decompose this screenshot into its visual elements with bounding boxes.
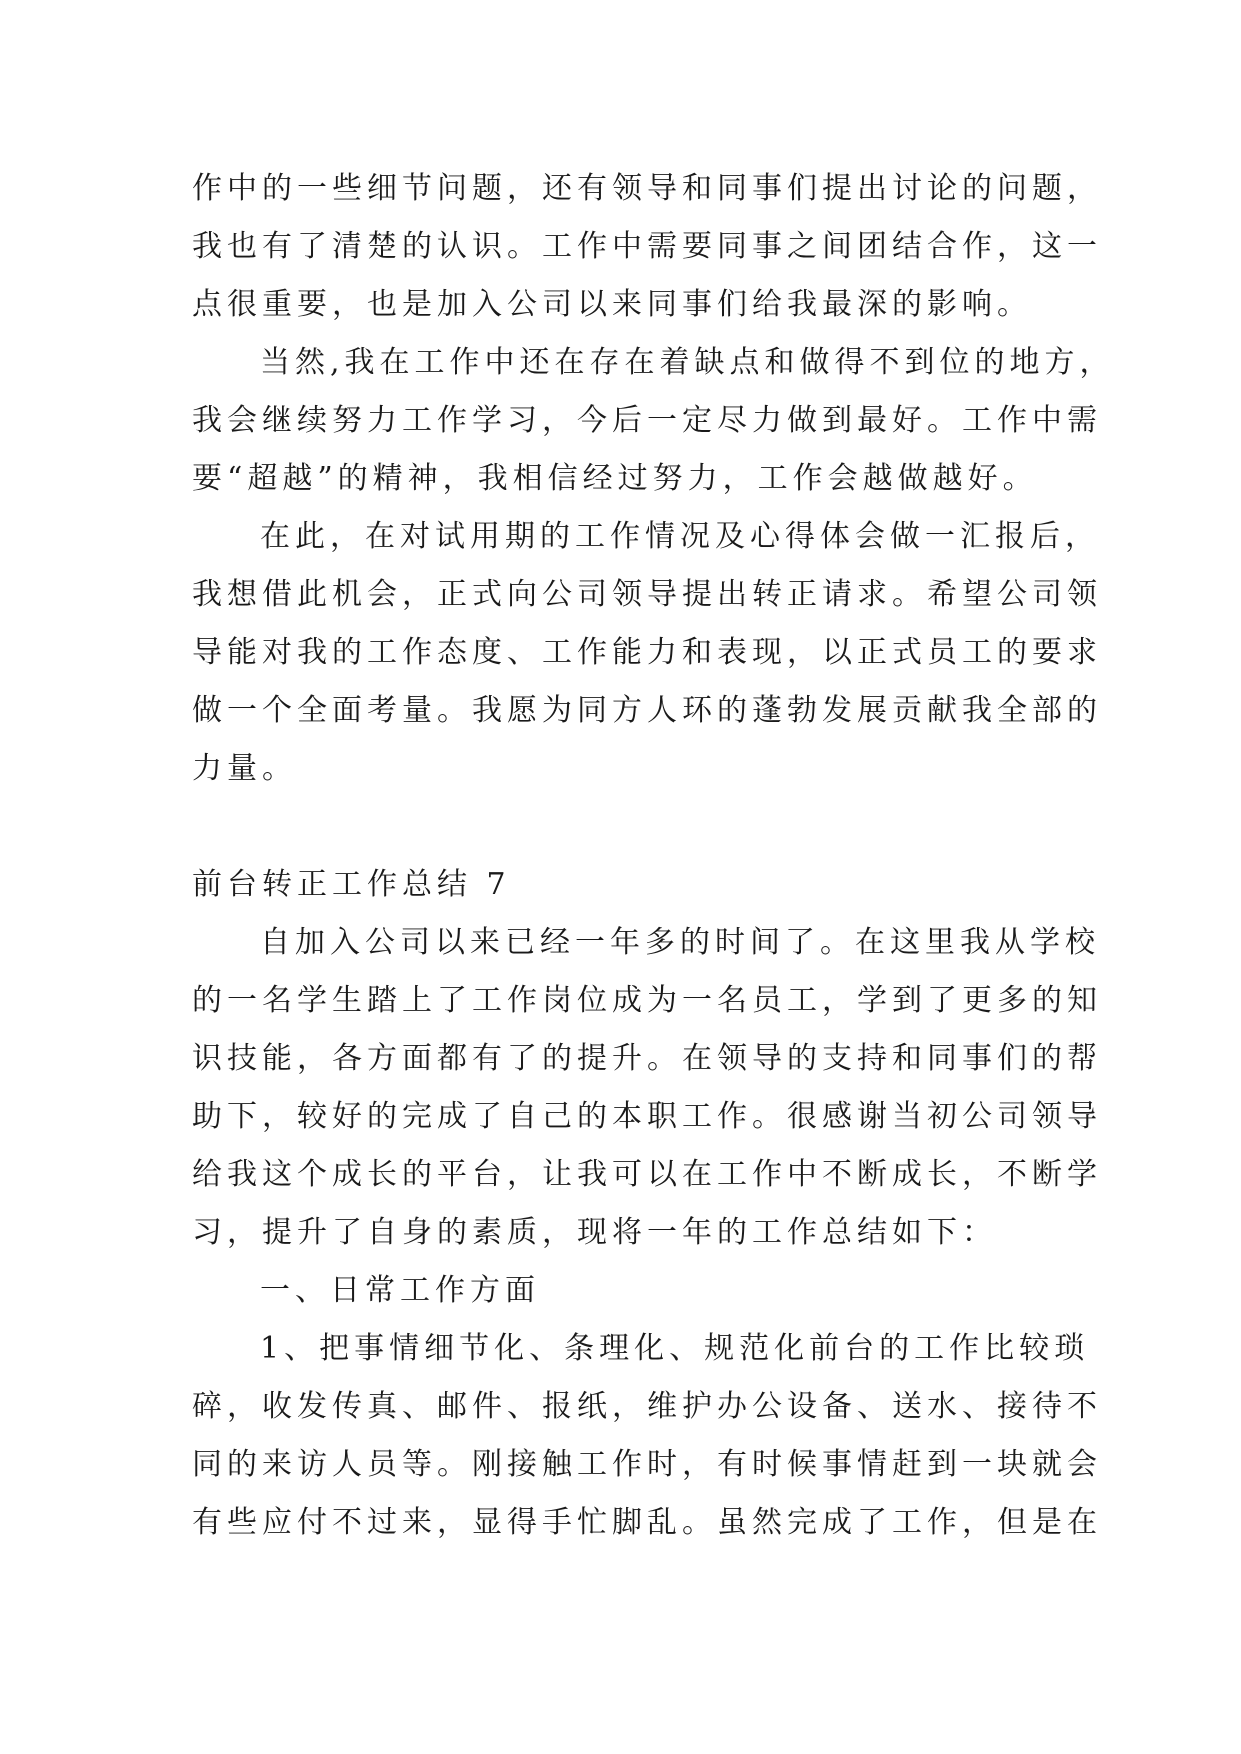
text-line: 同的来访人员等。刚接触工作时，有时候事情赶到一块就会 [192, 1447, 1102, 1482]
text-line: 碎，收发传真、邮件、报纸，维护办公设备、送水、接待不 [192, 1389, 1102, 1424]
text-line: 点很重要，也是加入公司以来同事们给我最深的影响。 [192, 287, 1032, 322]
text-block-bottom [192, 914, 1102, 1552]
text-line: 做一个全面考量。我愿为同方人环的蓬勃发展贡献我全部的 [192, 693, 1102, 728]
text-line: 我会继续努力工作学习，今后一定尽力做到最好。工作中需 [192, 403, 1102, 438]
text-line: 力量。 [192, 751, 297, 786]
text-line: 习，提升了自身的素质，现将一年的工作总结如下： [192, 1215, 997, 1250]
text-line: 的一名学生踏上了工作岗位成为一名员工，学到了更多的知 [192, 983, 1102, 1018]
text-line: 识技能，各方面都有了的提升。在领导的支持和同事们的帮 [192, 1041, 1102, 1076]
text-line: 我想借此机会，正式向公司领导提出转正请求。希望公司领 [192, 577, 1102, 612]
text-line: 导能对我的工作态度、工作能力和表现，以正式员工的要求 [192, 635, 1102, 670]
text-line: 助下，较好的完成了自己的本职工作。很感谢当初公司领导 [192, 1099, 1102, 1134]
text-line: 当然,我在工作中还在存在着缺点和做得不到位的地方， [260, 345, 1115, 380]
text-line: 有些应付不过来，显得手忙脚乱。虽然完成了工作，但是在 [192, 1505, 1102, 1540]
text-line: 要“超越”的精神，我相信经过努力，工作会越做越好。 [192, 461, 1038, 496]
text-line: 作中的一些细节问题，还有领导和同事们提出讨论的问题， [192, 171, 1102, 206]
text-line: 我也有了清楚的认识。工作中需要同事之间团结合作，这一 [192, 229, 1102, 264]
text-line: 在此，在对试用期的工作情况及心得体会做一汇报后， [260, 519, 1100, 554]
text-line: 自加入公司以来已经一年多的时间了。在这里我从学校 [260, 925, 1100, 960]
text-block-top [192, 160, 1115, 798]
text-line: 给我这个成长的平台，让我可以在工作中不断成长，不断学 [192, 1157, 1102, 1192]
subsection-heading: 一、日常工作方面 [260, 1273, 540, 1308]
text-line: 1、把事情细节化、条理化、规范化前台的工作比较琐 [260, 1331, 1090, 1366]
section-heading: 前台转正工作总结 7 [192, 867, 511, 902]
